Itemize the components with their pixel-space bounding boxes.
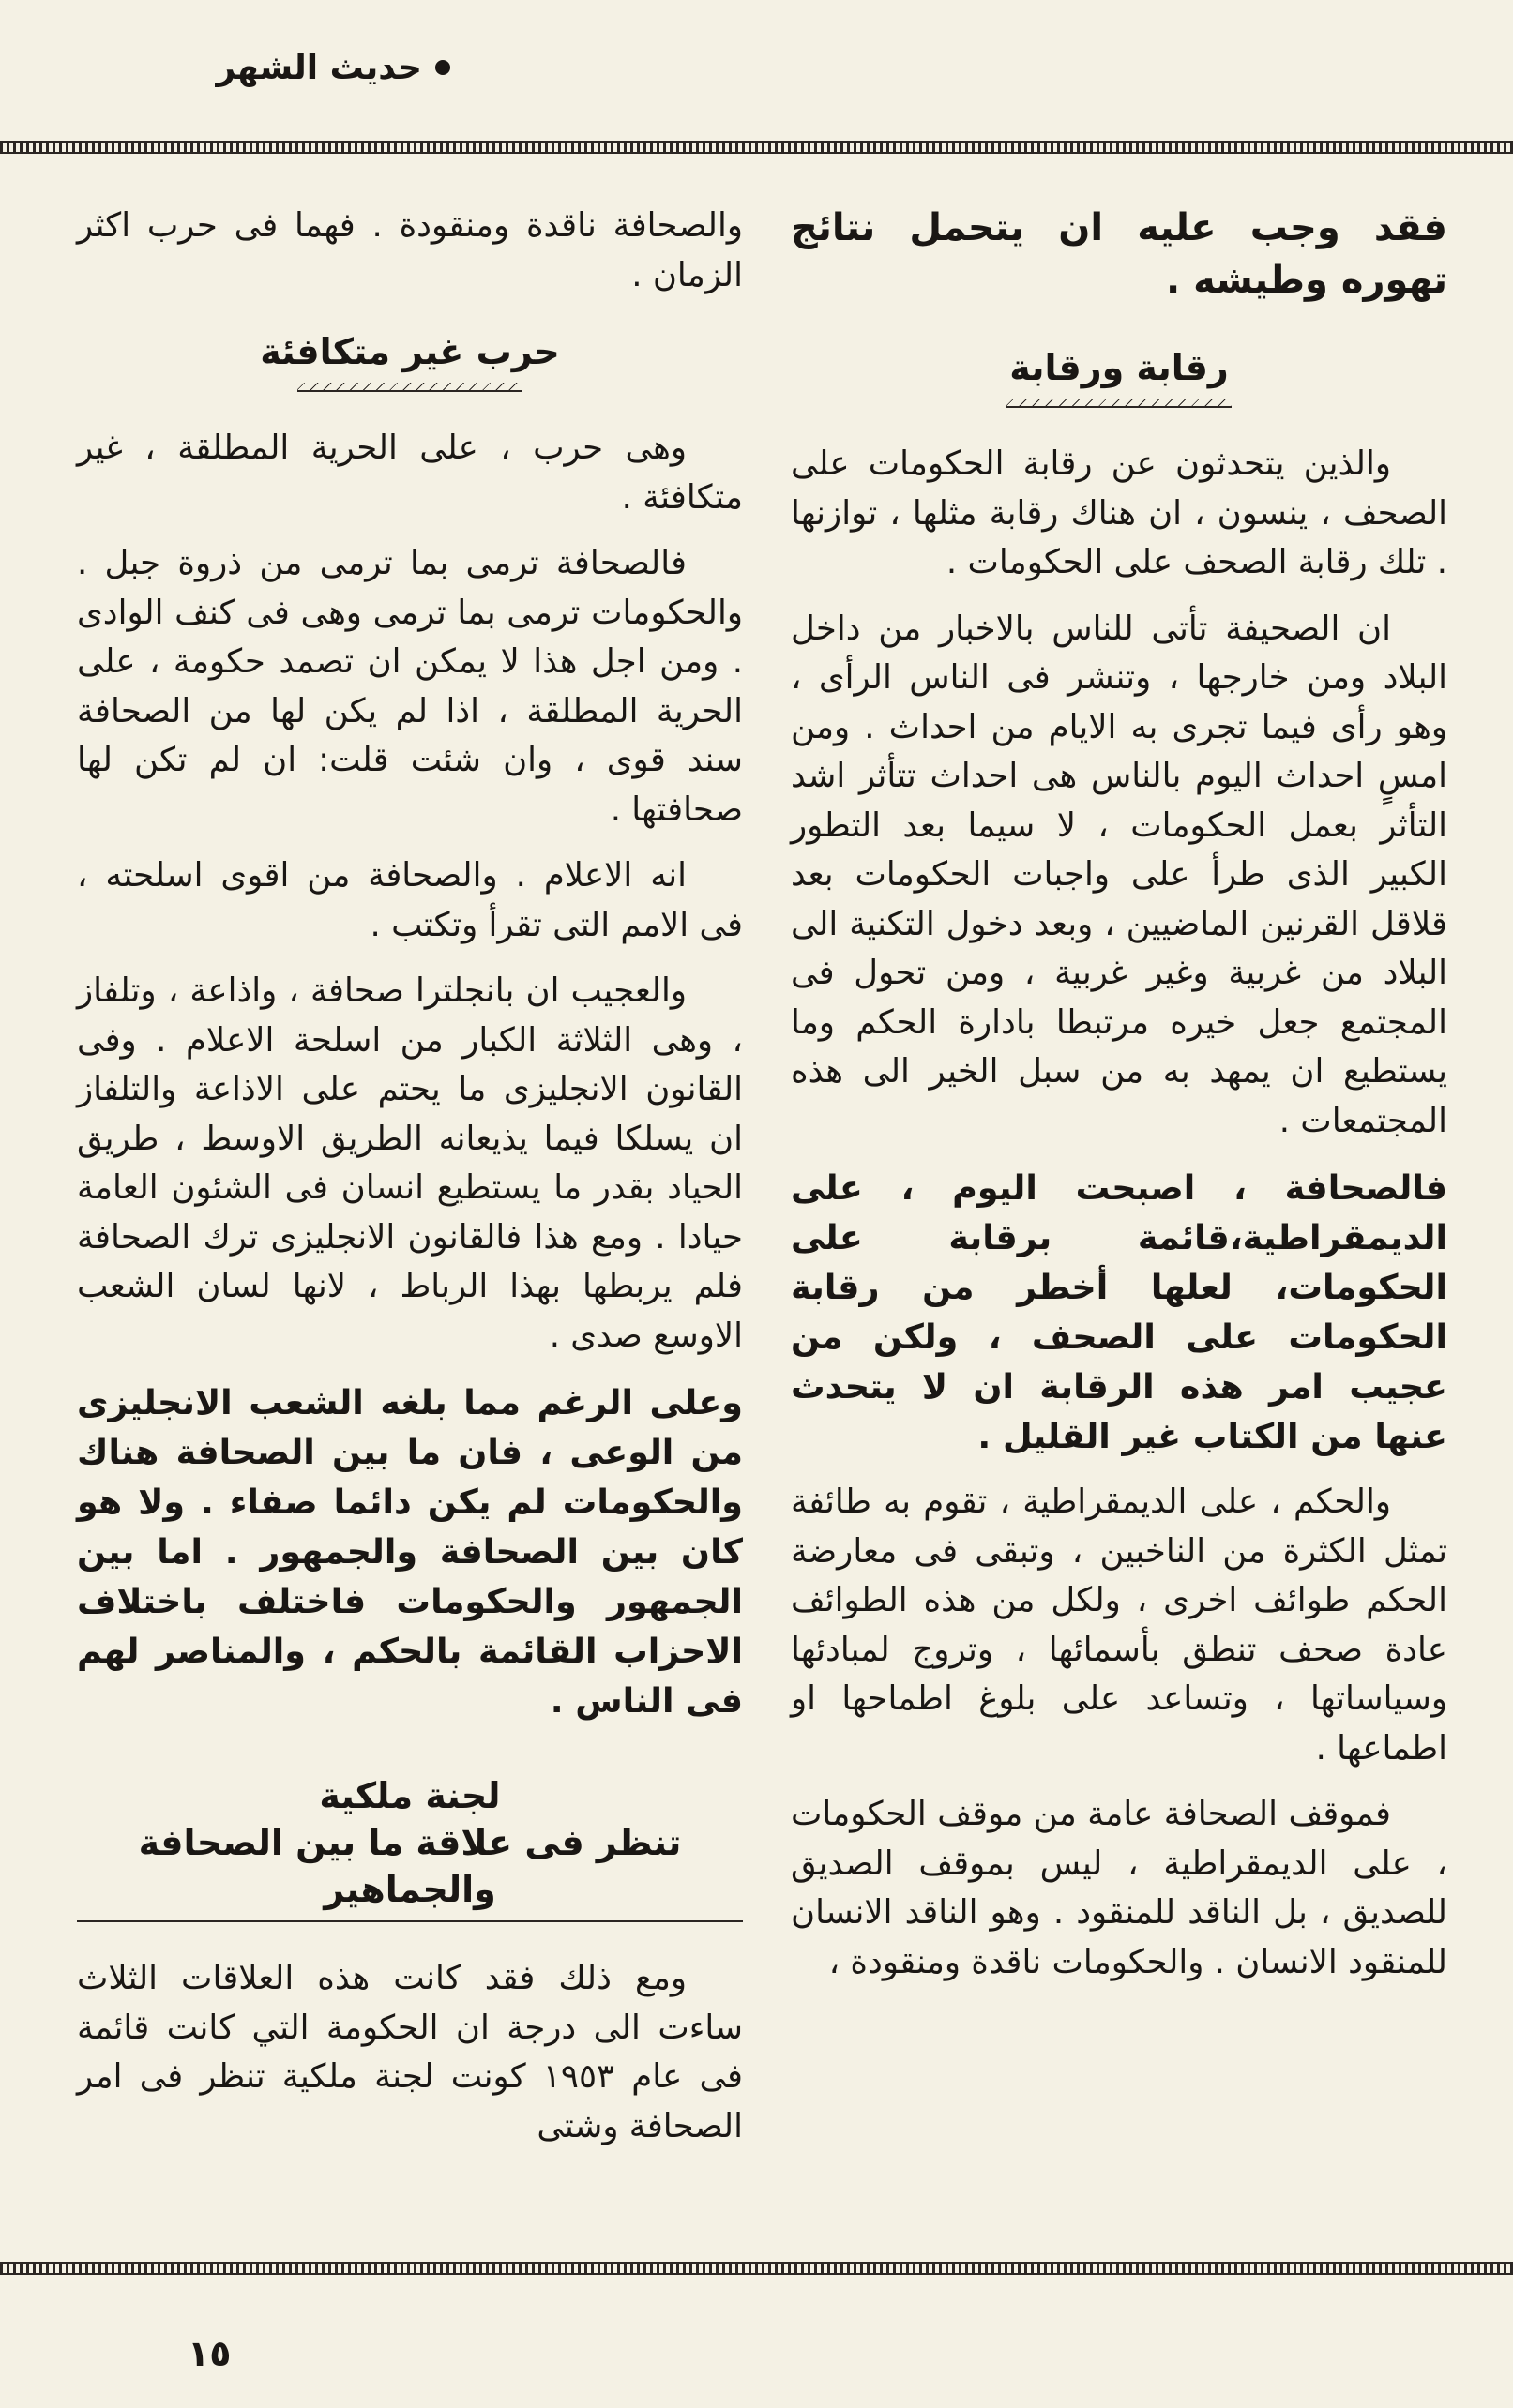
heading-royal-commission <box>77 1772 743 1922</box>
heading-censorship-text: رقابة ورقابة <box>1009 347 1229 388</box>
paragraph: ان الصحيفة تأتى للناس بالاخبار من داخل البلاد ومن خارجها ، وتنشر فى الناس الرأى ، وهو رأى فيما تجرى به الايام من احداث . ومن امسٍ احداث اليوم بالناس هى احداث تتأثر اشد التأثر بعمل الحكومات ، لا سيما بعد التطور الكبير الذى طرأ على واجبات الحكومات بعد قلاقل القرنين الماضيين ، وبعد دخول التكنية الى البلاد من غربية وغير غربية ، ومن تحول فى المجتمع جعل خيره مرتبطا بادارة الحكم وما يستطيع ان يمهد به من سبل الخير الى هذه المجتمعات . <box>791 609 1447 1140</box>
heading-underline <box>77 1915 743 1922</box>
heading-underline <box>1006 397 1232 408</box>
top-decorative-border <box>0 141 1513 154</box>
heading-underline <box>297 381 522 392</box>
bold-paragraph: فالصحافة ، اصبحت اليوم ، على الديمقراطية،قائمة برقابة على الحكومات، لعلها أخطر من رقابة الحكومات على الصحف ، ولكن من عجيب امر هذه الرقابة ان لا يتحدث عنها من الكتاب غير القليل . <box>791 1167 1447 1456</box>
paragraph: فموقف الصحافة عامة من موقف الحكومات ، على الديمقراطية ، ليس بموقف الصديق للصديق ، بل الناقد للمنقود . وهو الناقد الانسان للمنقود الانسان . والحكومات ناقدة ومنقودة ، <box>791 1795 1447 1981</box>
paragraph: فالصحافة ترمى بما ترمى من ذروة جبل . والحكومات ترمى بما ترمى وهى فى كنف الوادى . ومن اجل هذا لا يمكن ان تصمد حكومة ، على الحرية المطلقة ، اذا لم يكن لها من الصحافة سند قوى ، وان شئت قلت: ان لم تكن لها صحافتها . <box>77 544 743 829</box>
paragraph: والذين يتحدثون عن رقابة الحكومات على الصحف ، ينسون ، ان هناك رقابة مثلها ، توازنها . تلك رقابة الصحف على الحكومات . <box>791 444 1447 581</box>
page-header <box>75 39 450 96</box>
paragraph: ومع ذلك فقد كانت هذه العلاقات الثلاث ساءت الى درجة ان الحكومة التي كانت قائمة فى عام ١٩٥٣ كونت لجنة ملكية تنظر فى امر الصحافة وشتى <box>77 1959 743 2145</box>
heading-royal-commission-line2: تنظر فى علاقة ما بين الصحافة والجماهير <box>138 1822 682 1910</box>
section-title: حديث الشهر <box>216 48 422 87</box>
lead-paragraph: فقد وجب عليه ان يتحمل نتائج تهوره وطيشه . <box>791 206 1447 302</box>
bottom-decorative-border <box>0 2262 1513 2275</box>
bullet-icon <box>435 60 450 75</box>
paragraph: انه الاعلام . والصحافة من اقوى اسلحته ، فى الامم التى تقرأ وتكتب . <box>77 856 743 944</box>
paragraph: والعجيب ان بانجلترا صحافة ، واذاعة ، وتلفاز ، وهى الثلاثة الكبار من اسلحة الاعلام . وفى القانون الانجليزى ما يحتم على الاذاعة والتلفاز ان يسلكا فيما يذيعانه الطريق الاوسط ، طريق الحياد بقدر ما يستطيع انسان فى الشئون العامة حيادا . ومع هذا فالقانون الانجليزى ترك الصحافة فلم يربطها بهذا الرباط ، لانها لسان الشعب الاوسع صدى . <box>77 971 743 1355</box>
right-column <box>791 202 1447 2246</box>
page-number: ١٥ <box>188 2333 232 2374</box>
left-column <box>77 202 743 2246</box>
paragraph: وهى حرب ، على الحرية المطلقة ، غير متكافئة . <box>77 429 743 517</box>
heading-censorship <box>791 344 1447 408</box>
heading-unequal-war <box>77 328 743 392</box>
bold-paragraph: وعلى الرغم مما بلغه الشعب الانجليزى من الوعى ، فان ما بين الصحافة هناك والحكومات لم يكن دائما صفاء . ولا هو كان بين الصحافة والجمهور . اما بين الجمهور والحكومات فاختلف باختلاف الاحزاب القائمة بالحكم ، والمناصر لهم فى الناس . <box>77 1382 743 1721</box>
paragraph: والحكم ، على الديمقراطية ، تقوم به طائفة تمثل الكثرة من الناخبين ، وتبقى فى معارضة الحكم طوائف اخرى ، ولكل من هذه الطوائف عادة صحف تنطق بأسمائها ، وتروج لمبادئها وسياساتها ، وتساعد على بلوغ اطماحها او اطماعها . <box>791 1482 1447 1768</box>
heading-royal-commission-line1: لجنة ملكية <box>319 1775 501 1816</box>
paragraph: والصحافة ناقدة ومنقودة . فهما فى حرب اكثر الزمان . <box>77 206 743 294</box>
heading-unequal-war-text: حرب غير متكافئة <box>260 331 560 372</box>
